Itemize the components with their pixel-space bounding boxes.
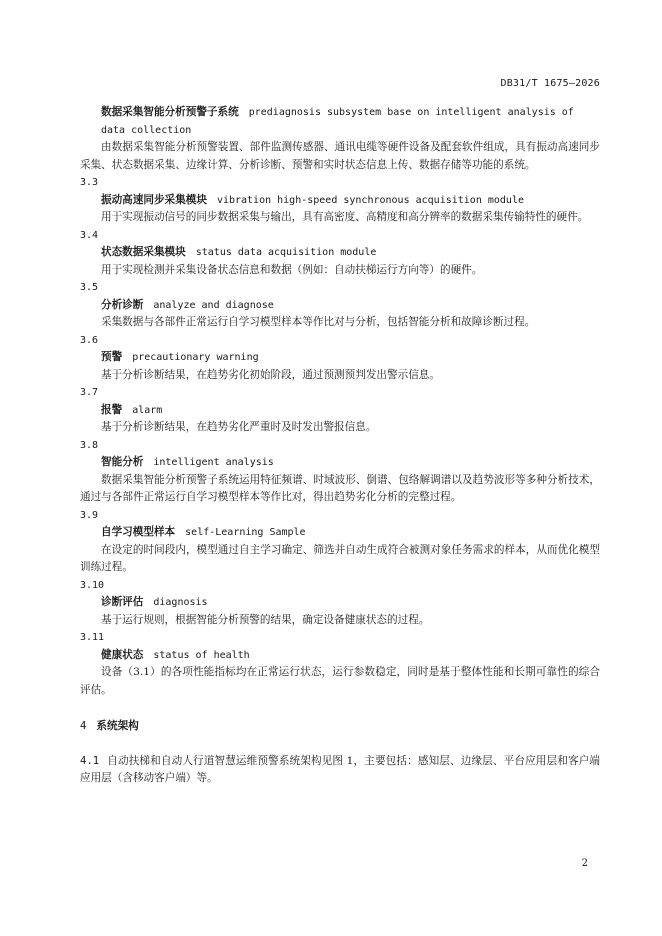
document-body	[80, 104, 600, 788]
term-number: 3.8	[80, 439, 99, 451]
term-definition: 基于分析诊断结果，在趋势劣化严重时及时发出警报信息。	[101, 421, 377, 433]
term-heading	[80, 647, 600, 665]
term-definition: 在设定的时间段内，模型通过自主学习确定、筛选并自动生成符合被测对象任务需求的样本，从而优化模型训练过程。	[80, 543, 600, 573]
page-number: 2	[581, 858, 588, 869]
term-definition: 基于运行规则，根据智能分析预警的结果，确定设备健康状态的过程。	[101, 613, 430, 626]
section-title: 系统架构	[96, 720, 139, 732]
term-number: 3.11	[80, 632, 105, 643]
term-english: precautionary warning	[132, 352, 259, 363]
term-heading	[80, 244, 600, 262]
term-number: 3.6	[80, 334, 99, 346]
term-number: 3.9	[80, 509, 99, 521]
paragraph-text: 自动扶梯和自动人行道智慧运维预警系统架构见图 1，主要包括：感知层、边缘层、平台应用层和客户端应用层（含移动客户端）等。	[80, 754, 600, 784]
term-definition: 采集数据与各部件正常运行自学习模型样本等作比对与分析，包括智能分析和故障诊断过程。	[101, 316, 536, 328]
term-heading	[80, 594, 600, 612]
term-heading	[80, 402, 600, 420]
term-english: analyze and diagnose	[153, 299, 274, 311]
term-heading	[80, 297, 600, 315]
term-definition: 数据采集智能分析预警子系统运用特征频谱、时域波形、倒谱、包络解调谱以及趋势波形等多种分析技术，通过与各部件正常运行自学习模型样本等作比对，得出趋势劣化分析的完整过程。	[80, 473, 600, 503]
term-chinese: 振动高速同步采集模块	[101, 193, 207, 206]
term-english: prediagnosis subsystem base on intelligent analysis of data collection	[101, 107, 574, 136]
term-heading	[80, 524, 600, 542]
term-chinese: 数据采集智能分析预警子系统	[101, 106, 239, 118]
term-english: intelligent analysis	[153, 457, 274, 468]
term-number: 3.10	[80, 579, 105, 591]
term-number: 3.5	[80, 282, 99, 293]
document-id: DB31/T 1675—2026	[500, 78, 600, 89]
term-definition: 由数据采集智能分析预警装置、部件监测传感器、通讯电缆等硬件设备及配套软件组成，具有振动高速同步采集、状态数据采集、边缘计算、分析诊断、预警和实时状态信息上传、数据存储等功能的系统。	[80, 141, 600, 171]
term-heading	[80, 104, 600, 139]
paragraph-number: 4.1	[80, 754, 100, 767]
term-number: 3.3	[80, 177, 99, 188]
term-chinese: 状态数据采集模块	[101, 246, 186, 258]
term-heading	[80, 349, 600, 367]
term-english: status data acquisition module	[195, 247, 377, 258]
term-number: 3.7	[80, 387, 99, 398]
term-number: 3.4	[80, 229, 99, 241]
term-english: status of health	[153, 649, 250, 661]
term-heading	[80, 454, 600, 472]
term-definition: 设备（3.1）的各项性能指标均在正常运行状态，运行参数稳定，同时是基于整体性能和长期可靠性的综合评估。	[80, 666, 600, 696]
term-chinese: 分析诊断	[101, 298, 144, 311]
term-english: self-Learning Sample	[185, 527, 306, 538]
section-number: 4	[80, 720, 87, 732]
term-definition: 基于分析诊断结果，在趋势劣化初始阶段，通过预测预判发出警示信息。	[101, 368, 440, 381]
term-definition: 用于实现振动信号的同步数据采集与输出，具有高密度、高精度和高分辨率的数据采集传输特性的硬件。	[101, 211, 589, 223]
term-chinese: 诊断评估	[101, 596, 144, 608]
term-chinese: 报警	[101, 403, 123, 416]
term-english: alarm	[132, 404, 163, 416]
section-heading	[80, 718, 600, 736]
term-english: diagnosis	[153, 597, 208, 608]
section-paragraph	[80, 753, 600, 788]
term-chinese: 智能分析	[101, 456, 144, 468]
term-chinese: 预警	[101, 351, 123, 363]
term-heading	[80, 192, 600, 210]
term-english: vibration high-speed synchronous acquisition module	[216, 194, 524, 206]
term-chinese: 健康状态	[101, 648, 144, 661]
term-chinese: 自学习模型样本	[101, 526, 176, 538]
term-definition: 用于实现检测并采集设备状态信息和数据（例如：自动扶梯运行方向等）的硬件。	[101, 263, 483, 276]
